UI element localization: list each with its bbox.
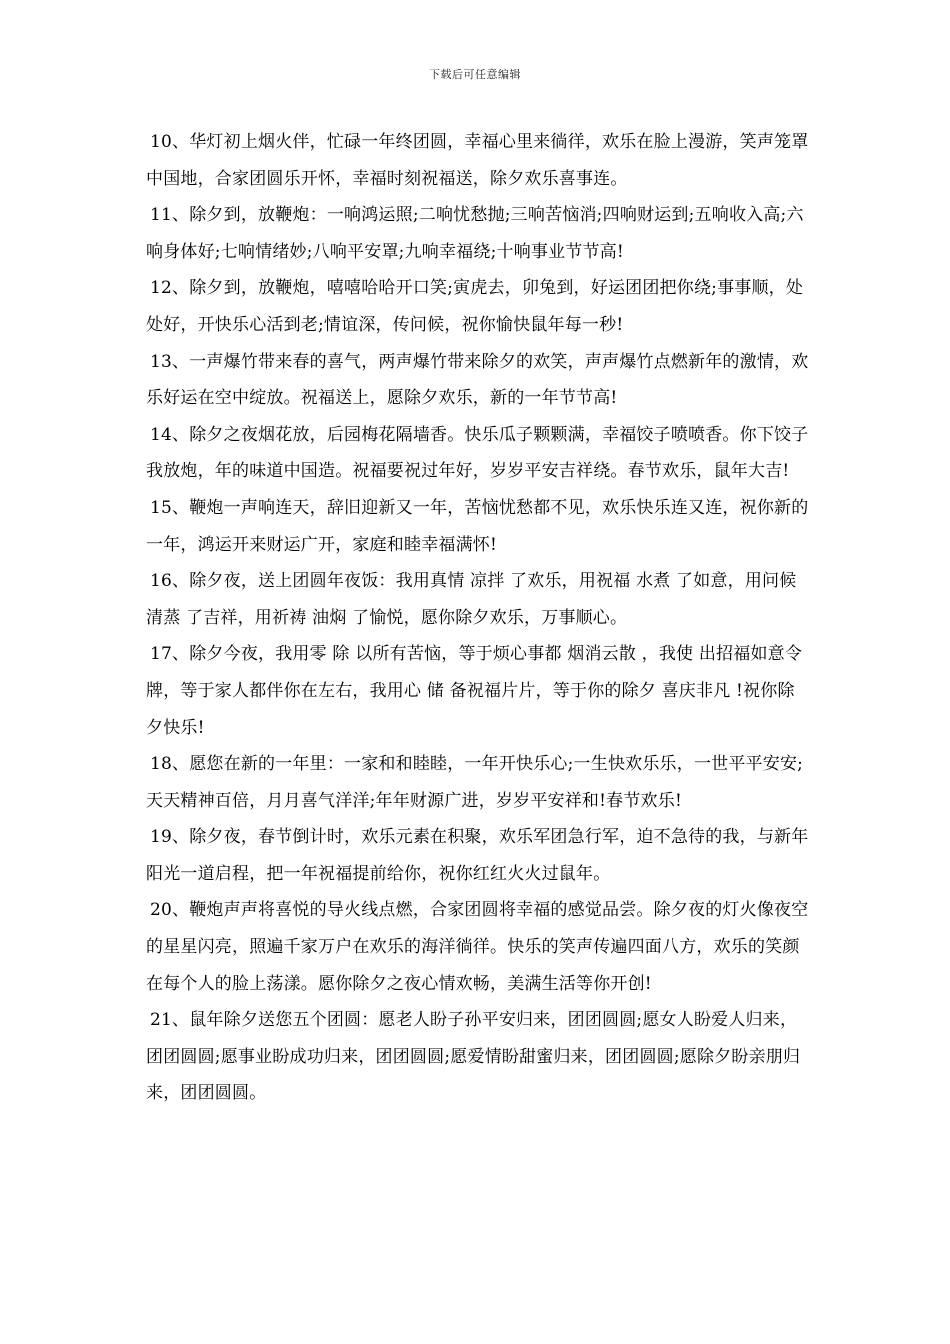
paragraph-18: 18、愿您在新的一年里：一家和和睦睦，一年开快乐心;一生快欢乐乐，一世平平安安;天天精神百倍，月月喜气洋洋;年年财源广进，岁岁平安祥和!春节欢乐! bbox=[146, 754, 804, 811]
page-header: 下载后可任意编辑 bbox=[429, 68, 521, 81]
paragraph-21: 21、鼠年除夕送您五个团圆：愿老人盼子孙平安归来，团团圆圆;愿女人盼爱人归来，团团圆圆;愿事业盼成功归来，团团圆圆;愿爱情盼甜蜜归来，团团圆圆;愿除夕盼亲朋归来，团团圆圆。 bbox=[146, 1010, 801, 1104]
paragraph-14: 14、除夕之夜烟花放，后园梅花隔墙香。快乐瓜子颗颗满，幸福饺子喷喷香。你下饺子我放炮，年的味道中国造。祝福要祝过年好，岁岁平安吉祥绕。春节欢乐，鼠年大吉! bbox=[146, 424, 809, 482]
paragraph-20: 20、鞭炮声声将喜悦的导火线点燃，合家团圆将幸福的感觉品尝。除夕夜的灯火像夜空的星星闪亮，照遍千家万户在欢乐的海洋徜徉。快乐的笑声传遍四面八方，欢乐的笑颜在每个人的脸上荡漾。愿你除夕之夜心情欢畅，美满生活等你开创! bbox=[146, 900, 809, 994]
paragraph-17: 17、除夕今夜，我用零 除 以所有苦恼，等于烦心事都 烟消云散 ，我使 出招福如意令牌，等于家人都伴你在左右，我用心 储 备祝福片片，等于你的除夕 喜庆非凡 !祝你除夕快乐! bbox=[146, 644, 803, 738]
document-body bbox=[146, 124, 810, 1112]
paragraph-15: 15、鞭炮一声响连天，辞旧迎新又一年，苦恼忧愁都不见，欢乐快乐连又连，祝你新的一年，鸿运开来财运广开，家庭和睦幸福满怀! bbox=[146, 497, 809, 555]
paragraph-13: 13、一声爆竹带来春的喜气，两声爆竹带来除夕的欢笑，声声爆竹点燃新年的激情，欢乐好运在空中绽放。祝福送上，愿除夕欢乐，新的一年节节高! bbox=[146, 351, 809, 409]
paragraph-19: 19、除夕夜，春节倒计时，欢乐元素在积聚，欢乐军团急行军，迫不急待的我，与新年阳光一道启程，把一年祝福提前给你，祝你红红火火过鼠年。 bbox=[146, 827, 809, 884]
paragraph-12: 12、除夕到，放鞭炮，嘻嘻哈哈开口笑;寅虎去，卯兔到，好运团团把你绕;事事顺，处处好，开快乐心活到老;情谊深，传问候，祝你愉快鼠年每一秒! bbox=[146, 278, 804, 335]
paragraph-11: 11、除夕到，放鞭炮：一响鸿运照;二响忧愁抛;三响苦恼消;四响财运到;五响收入高;六响身体好;七响情绪妙;八响平安罩;九响幸福绕;十响事业节节高! bbox=[146, 205, 804, 262]
paragraph-10: 10、华灯初上烟火伴，忙碌一年终团圆，幸福心里来徜徉，欢乐在脸上漫游，笑声笼罩中国地，合家团圆乐开怀，幸福时刻祝福送，除夕欢乐喜事连。 bbox=[146, 132, 809, 189]
paragraph-16: 16、除夕夜，送上团圆年夜饭：我用真情 凉拌 了欢乐，用祝福 水煮 了如意，用问候 清蒸 了吉祥，用祈祷 油焖 了愉悦，愿你除夕欢乐，万事顺心。 bbox=[146, 571, 797, 628]
